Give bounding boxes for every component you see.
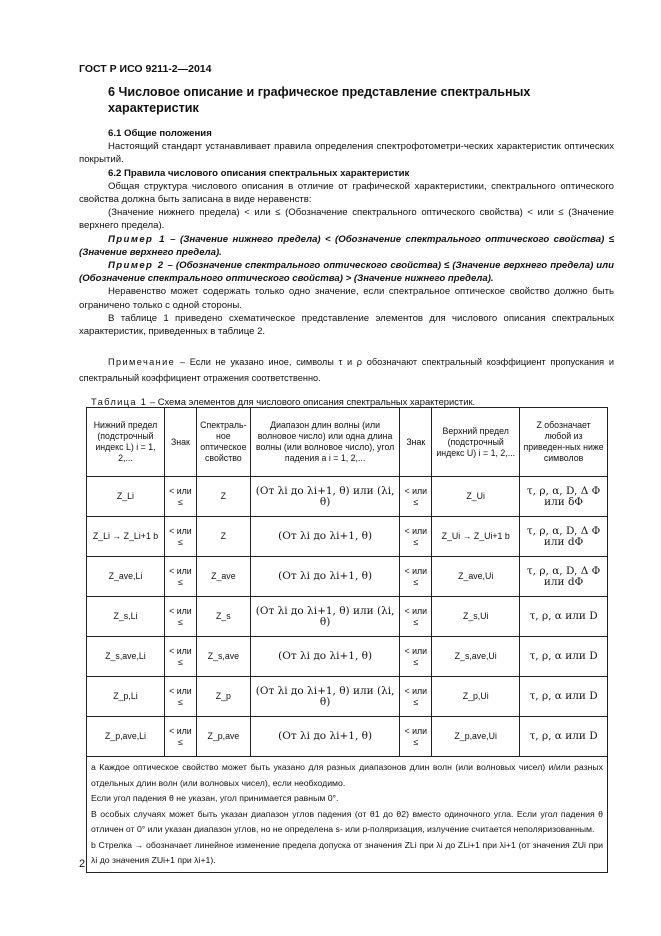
cell: (От λi до λi+1, θ) xyxy=(250,717,399,757)
cell: < или ≤ xyxy=(400,677,432,717)
cell: Z_Ui → Z_Ui+1 b xyxy=(432,517,520,557)
subsection-6-1-heading: 6.1 Общие положения xyxy=(108,128,212,139)
table-row xyxy=(87,717,608,757)
cell: τ, ρ, α, D, Δ Φ или δΦ xyxy=(520,477,608,517)
cell: < или ≤ xyxy=(164,717,196,757)
cell: τ, ρ, α или D xyxy=(520,637,608,677)
cell: Z_p,Ui xyxy=(432,677,520,717)
cell: (От λi до λi+1, θ) xyxy=(250,517,399,557)
cell: (От λi до λi+1, θ) xyxy=(250,557,399,597)
header-sign-2: Знак xyxy=(400,408,432,477)
cell: < или ≤ xyxy=(164,557,196,597)
cell: < или ≤ xyxy=(400,637,432,677)
cell: Z_s,ave,Ui xyxy=(432,637,520,677)
table-caption-text: – Схема элементов для числового описания спектральных характеристик. xyxy=(147,396,476,407)
table-footnotes xyxy=(87,757,608,873)
cell: Z_s,Li xyxy=(87,597,165,637)
table-header-row xyxy=(87,408,608,477)
example-1-text: – (Значение нижнего предела) < (Обозначение спектрального оптического свойства) ≤ (Значение верхнего предела). xyxy=(79,233,614,258)
subsection-6-1-text: Настоящий стандарт устанавливает правила определения спектрофотометри-ческих характеристик оптических покрытий. xyxy=(79,141,614,166)
cell: Z_Ui xyxy=(432,477,520,517)
spec-table xyxy=(86,407,608,873)
page-number: 2 xyxy=(79,858,86,870)
cell: (От λi до λi+1, θ) или (λi, θ) xyxy=(250,477,399,517)
cell: Z_s,ave,Li xyxy=(87,637,165,677)
cell: Z_p,ave,Ui xyxy=(432,717,520,757)
cell: Z_Li → Z_Li+1 b xyxy=(87,517,165,557)
cell: Z xyxy=(196,477,250,517)
cell: Z_p,ave xyxy=(196,717,250,757)
table-row xyxy=(87,637,608,677)
cell: < или ≤ xyxy=(400,557,432,597)
cell: Z_s,ave xyxy=(196,637,250,677)
cell: < или ≤ xyxy=(164,637,196,677)
footnote-b: b Стрелка → обозначает линейное изменение предела допуска от значения ZLi при λi до ZLi+1 при λi+1 (от значения ZUi при λi до значения ZUi+1 при λi+1). xyxy=(91,839,603,865)
header-range: Диапазон длин волны (или волновое число) или одна длина волны (или волновое число), угол падения a i = 1, 2,... xyxy=(250,408,399,477)
header-upper-limit: Верхний предел (подстрочный индекс U) i = 1, 2,... xyxy=(432,408,520,477)
cell: τ, ρ, α или D xyxy=(520,597,608,637)
paragraph-inequality: (Значение нижнего предела) < или ≤ (Обозначение спектрального оптического свойства) < или ≤ (Значение верхнего предела). xyxy=(79,207,614,232)
table-row xyxy=(87,557,608,597)
cell: Z_p xyxy=(196,677,250,717)
table-caption xyxy=(91,396,475,407)
paragraph-one-sided: Неравенство может содержать только одно значение, если спектральное оптическое свойство должно быть ограничено только с одной стороны. xyxy=(79,286,614,311)
footnote-range: В особых случаях может быть указан диапазон углов падения (от θ1 до θ2) вместо одиночного угла. Если угол падения θ отличен от 0° или указан диапазон углов, но не определена s- или p-поляризация, излучение считается неполяризованным. xyxy=(91,808,603,834)
header-property: Спектраль-ное оптическое свойство xyxy=(196,408,250,477)
footnote-angle: Если угол падения θ не указан, угол принимается равным 0°. xyxy=(91,793,339,803)
cell: < или ≤ xyxy=(400,477,432,517)
subsection-6-2-heading: 6.2 Правила числового описания спектральных характеристик xyxy=(108,167,410,179)
cell: < или ≤ xyxy=(164,517,196,557)
table-row xyxy=(87,677,608,717)
cell: τ, ρ, α, D, Δ Φ или dΦ xyxy=(520,557,608,597)
table-caption-label: Таблица 1 xyxy=(91,396,148,407)
cell: (От λi до λi+1, θ) xyxy=(250,637,399,677)
cell: Z_ave,Ui xyxy=(432,557,520,597)
example-1-label: Пример 1 xyxy=(108,233,166,245)
cell: < или ≤ xyxy=(164,597,196,637)
cell: < или ≤ xyxy=(400,517,432,557)
table-footnotes-row xyxy=(87,757,608,873)
cell: Z xyxy=(196,517,250,557)
cell: < или ≤ xyxy=(400,717,432,757)
cell: Z_p,ave,Li xyxy=(87,717,165,757)
cell: Z_ave xyxy=(196,557,250,597)
footnote-a: a Каждое оптическое свойство может быть указано для разных диапазонов длин волн (или волновых чисел) и/или разных отдельных длин волн (или волновых чисел), если необходимо. xyxy=(91,762,603,788)
cell: (От λi до λi+1, θ) или (λi, θ) xyxy=(250,677,399,717)
cell: Z_ave,Li xyxy=(87,557,165,597)
cell: Z_s,Ui xyxy=(432,597,520,637)
cell: τ, ρ, α или D xyxy=(520,677,608,717)
cell: τ, ρ, α или D xyxy=(520,717,608,757)
cell: (От λi до λi+1, θ) или (λi, θ) xyxy=(250,597,399,637)
header-symbols: Z обозначает любой из приведен-ных ниже символов xyxy=(520,408,608,477)
header-lower-limit: Нижний предел (подстрочный индекс L) i = 1, 2,... xyxy=(87,408,165,477)
cell: Z_p,Li xyxy=(87,677,165,717)
table-row xyxy=(87,477,608,517)
section-title: 6 Числовое описание и графическое представление спектральных характеристик xyxy=(108,85,531,115)
note xyxy=(79,355,614,386)
note-text: – Если не указано иное, символы τ и ρ обозначают спектральный коэффициент пропускания и спектральный коэффициент отражения соответственно. xyxy=(79,357,614,383)
cell: < или ≤ xyxy=(164,477,196,517)
example-1 xyxy=(79,233,614,259)
cell: τ, ρ, α, D, Δ Φ или dΦ xyxy=(520,517,608,557)
section-body xyxy=(79,127,614,338)
example-2-text: – (Обозначение спектрального оптического свойства) ≤ (Значение верхнего предела) или (Обозначение спектрального оптического свойства) > (Значение нижнего предела). xyxy=(79,260,614,285)
cell: Z_s xyxy=(196,597,250,637)
cell: < или ≤ xyxy=(400,597,432,637)
table-row xyxy=(87,597,608,637)
cell: < или ≤ xyxy=(164,677,196,717)
standard-header: ГОСТ Р ИСО 9211-2—2014 xyxy=(79,63,212,75)
header-sign-1: Знак xyxy=(164,408,196,477)
paragraph-structure: Общая структура числового описания в отличие от графической характеристики, спектрального оптического свойства должна быть записана в виде неравенств: xyxy=(79,180,614,206)
cell: Z_Li xyxy=(87,477,165,517)
table-row xyxy=(87,517,608,557)
example-2-label: Пример 2 xyxy=(108,260,165,272)
paragraph-table-ref: В таблице 1 приведено схематическое представление элементов для числового описания спектральных характеристик, приведенных в таблице 2. xyxy=(79,312,614,338)
example-2 xyxy=(79,259,614,285)
note-label: Примечание xyxy=(108,357,176,367)
